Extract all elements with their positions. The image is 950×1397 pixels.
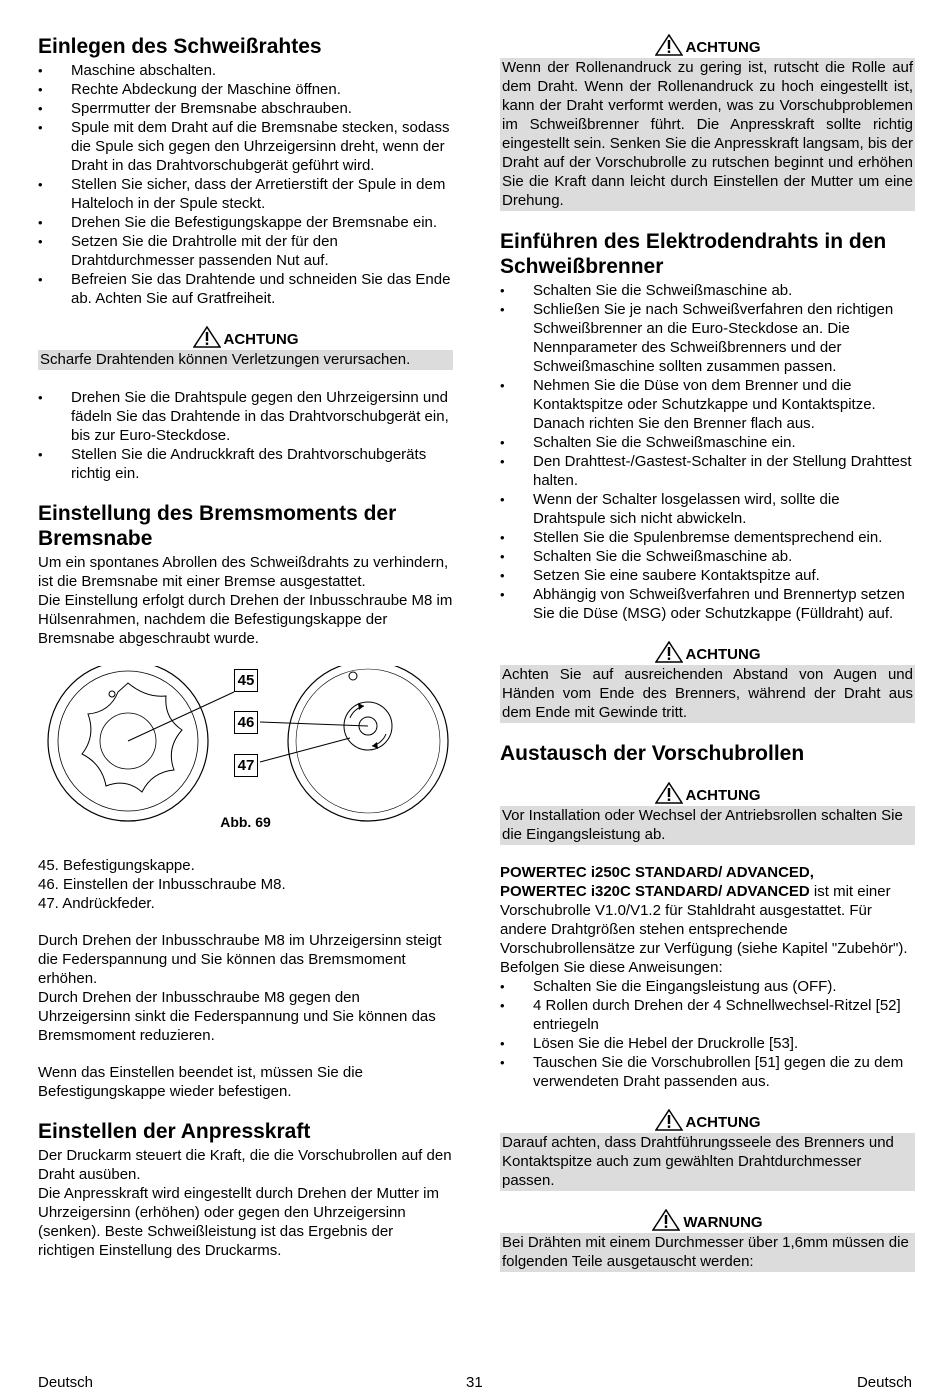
list-item: • Drehen Sie die Befestigungskappe der Bremsnabe ein. — [38, 213, 453, 232]
left-column — [38, 34, 453, 1260]
paragraph: Durch Drehen der Inbusschraube M8 im Uhrzeigersinn steigt die Federspannung und Sie können das Bremsmoment erhöhen. — [38, 932, 442, 987]
section-title-bremsmoment: Einstellung des Bremsmoments der Bremsnabe — [38, 502, 397, 550]
list-item: • Maschine abschalten. — [38, 61, 453, 80]
paragraph: Um ein spontanes Abrollen des Schweißdrahts zu verhindern, ist die Bremsnabe mit einer Bremse ausgestattet. — [38, 554, 449, 590]
figure-caption: Abb. 69 — [220, 814, 271, 830]
list-item: • Schalten Sie die Schweißmaschine ein. — [500, 433, 915, 452]
callout-45: 45 — [234, 669, 258, 692]
figure-brake-hub — [38, 666, 453, 856]
list-item: • Setzen Sie eine saubere Kontaktspitze auf. — [500, 566, 915, 585]
legend-item: 47. Andrückfeder. — [38, 895, 155, 912]
warning-icon — [655, 1109, 683, 1131]
vorschubrollen-steps — [500, 977, 915, 1091]
warning-icon — [652, 1209, 680, 1231]
list-item: • 4 Rollen durch Drehen der 4 Schnellwechsel-Ritzel [52] entriegeln — [500, 996, 915, 1034]
list-item: • Setzen Sie die Drahtrolle mit der für den Drahtdurchmesser passenden Nut auf. — [38, 232, 453, 270]
model-name: POWERTEC i320C STANDARD/ ADVANCED — [500, 883, 810, 900]
footer-language-right: Deutsch — [856, 1374, 912, 1391]
warning-box: Achten Sie auf ausreichenden Abstand von Augen und Händen vom Ende des Brenners, während der Draht aus dem Ende mit Gewinde tritt. — [502, 666, 913, 721]
list-item: • Lösen Sie die Hebel der Druckrolle [53]. — [500, 1034, 915, 1053]
list-item: • Nehmen Sie die Düse von dem Brenner und die Kontaktspitze oder Schutzkappe und Kontaktspitze. Danach richten Sie den Brenner flach aus. — [500, 376, 915, 433]
warning-icon — [655, 34, 683, 56]
list-item: • Wenn der Schalter losgelassen wird, sollte die Drahtspule sich nicht abwickeln. — [500, 490, 915, 528]
paragraph: Die Einstellung erfolgt durch Drehen der Inbusschraube M8 im Hülsenrahmen, nachdem die Befestigungskappe der Bremsnabe abgeschraubt wurde. — [38, 592, 453, 647]
list-item: • Stellen Sie sicher, dass der Arretierstift der Spule in dem Halteloch in der Spule steckt. — [38, 175, 453, 213]
warning-heading: ACHTUNG — [500, 34, 915, 58]
einfuehren-steps — [500, 281, 915, 623]
warning-heading: ACHTUNG — [38, 326, 453, 350]
list-item: • Schließen Sie je nach Schweißverfahren den richtigen Schweißbrenner an die Euro-Steckdose an. Die Nennparameter des Schweißbrenners und der Schweißmaschine sollten zusammen passen. — [500, 300, 915, 376]
warning-box: Darauf achten, dass Drahtführungsseele des Brenners und Kontaktspitze auch zum gewählten Drahtdurchmesser passen. — [500, 1133, 915, 1191]
list-item: • Tauschen Sie die Vorschubrollen [51] gegen die zu dem verwendeten Draht passenden aus. — [500, 1053, 915, 1091]
warning-icon — [655, 782, 683, 804]
paragraph: Durch Drehen der Inbusschraube M8 gegen den Uhrzeigersinn sinkt die Federspannung und Sie können das Bremsmoment reduzieren. — [38, 989, 436, 1044]
list-item: • Rechte Abdeckung der Maschine öffnen. — [38, 80, 453, 99]
warning-icon — [655, 641, 683, 663]
paragraph-powertec: POWERTEC i250C STANDARD/ ADVANCED, POWERTEC i320C STANDARD/ ADVANCED ist mit einer Vorschubrolle V1.0/V1.2 für Stahldraht ausgestattet. Für andere Drahtgrößen stehen entsprechende Vorschubrollensätze zur Verfügung (siehe Kapitel "Zubehör"). Befolgen Sie diese Anweisungen: — [500, 864, 908, 976]
drahtspule-steps — [38, 388, 453, 483]
paragraph: Der Druckarm steuert die Kraft, die die Vorschubrollen auf den Draht ausüben. — [38, 1147, 452, 1183]
list-item: • Schalten Sie die Schweißmaschine ab. — [500, 281, 915, 300]
legend-item: 45. Befestigungskappe. — [38, 857, 195, 874]
legend-item: 46. Einstellen der Inbusschraube M8. — [38, 876, 286, 893]
section-title-anpresskraft: Einstellen der Anpresskraft — [38, 1120, 311, 1143]
callout-46: 46 — [234, 711, 258, 734]
paragraph: Wenn das Einstellen beendet ist, müssen Sie die Befestigungskappe wieder befestigen. — [38, 1064, 363, 1100]
page-number: 31 — [466, 1374, 483, 1391]
callout-47: 47 — [234, 754, 258, 777]
section-title-vorschubrollen: Austausch der Vorschubrollen — [500, 742, 805, 765]
list-item: • Drehen Sie die Drahtspule gegen den Uhrzeigersinn und fädeln Sie das Drahtende in das Drahtvorschubgerät ein, bis zur Euro-Steckdose. — [38, 388, 453, 445]
right-column — [500, 34, 915, 1272]
list-item: • Sperrmutter der Bremsnabe abschrauben. — [38, 99, 453, 118]
section-title-einlegen: Einlegen des Schweißrahtes — [38, 35, 322, 58]
section-title-einfuehren: Einführen des Elektrodendrahts in den Schweißbrenner — [500, 230, 887, 278]
warning-icon — [193, 326, 221, 348]
warning-box: Wenn der Rollenandruck zu gering ist, rutscht die Rolle auf dem Draht. Wenn der Rollenandruck zu hoch eingestellt ist, kann der Draht verformt werden, was zu Vorschubproblemen im Schweißbrenner führt. Die Anpresskraft sollte richtig eingestellt sein. Senken Sie die Anpresskraft langsam, bis der Draht auf der Vorschubrolle zu rutschen beginnt und erhöhen Sie die Kraft dann leicht durch Einstellen der Mutter um eine Drehung. — [502, 59, 913, 209]
warning-box: Scharfe Drahtenden können Verletzungen verursachen. — [38, 350, 453, 370]
list-item: • Schalten Sie die Eingangsleistung aus (OFF). — [500, 977, 915, 996]
warning-box: Bei Drähten mit einem Durchmesser über 1,6mm müssen die folgenden Teile ausgetauscht werden: — [500, 1233, 915, 1272]
warning-box: Vor Installation oder Wechsel der Antriebsrollen schalten Sie die Eingangsleistung ab. — [500, 806, 915, 845]
paragraph: Die Anpresskraft wird eingestellt durch Drehen der Mutter im Uhrzeigersinn (erhöhen) oder gegen den Uhrzeigersinn (senken). Beste Schweißleistung ist das Ergebnis der richtigen Einstellung des Druckarms. — [38, 1185, 440, 1259]
einlegen-steps — [38, 61, 453, 308]
warning-heading: WARNUNG — [500, 1209, 915, 1233]
warning-heading: ACHTUNG — [500, 1109, 915, 1133]
warning-heading: ACHTUNG — [500, 782, 915, 806]
list-item: • Schalten Sie die Schweißmaschine ab. — [500, 547, 915, 566]
list-item: • Stellen Sie die Andruckkraft des Drahtvorschubgeräts richtig ein. — [38, 445, 453, 483]
footer-language-left: Deutsch — [38, 1374, 94, 1391]
list-item: • Befreien Sie das Drahtende und schneiden Sie das Ende ab. Achten Sie auf Gratfreiheit. — [38, 270, 453, 308]
list-item: • Den Drahttest-/Gastest-Schalter in der Stellung Drahttest halten. — [500, 452, 915, 490]
list-item: • Stellen Sie die Spulenbremse dementsprechend ein. — [500, 528, 915, 547]
warning-heading: ACHTUNG — [500, 641, 915, 665]
list-item: • Spule mit dem Draht auf die Bremsnabe stecken, sodass die Spule sich gegen den Uhrzeigersinn dreht, wenn der Draht in das Drahtvorschubgerät geführt wird. — [38, 118, 453, 175]
model-name: POWERTEC i250C STANDARD/ ADVANCED, — [500, 864, 814, 881]
list-item: • Abhängig von Schweißverfahren und Brennertyp setzen Sie die Düse (MSG) oder Schutzkappe (Fülldraht) auf. — [500, 585, 915, 623]
